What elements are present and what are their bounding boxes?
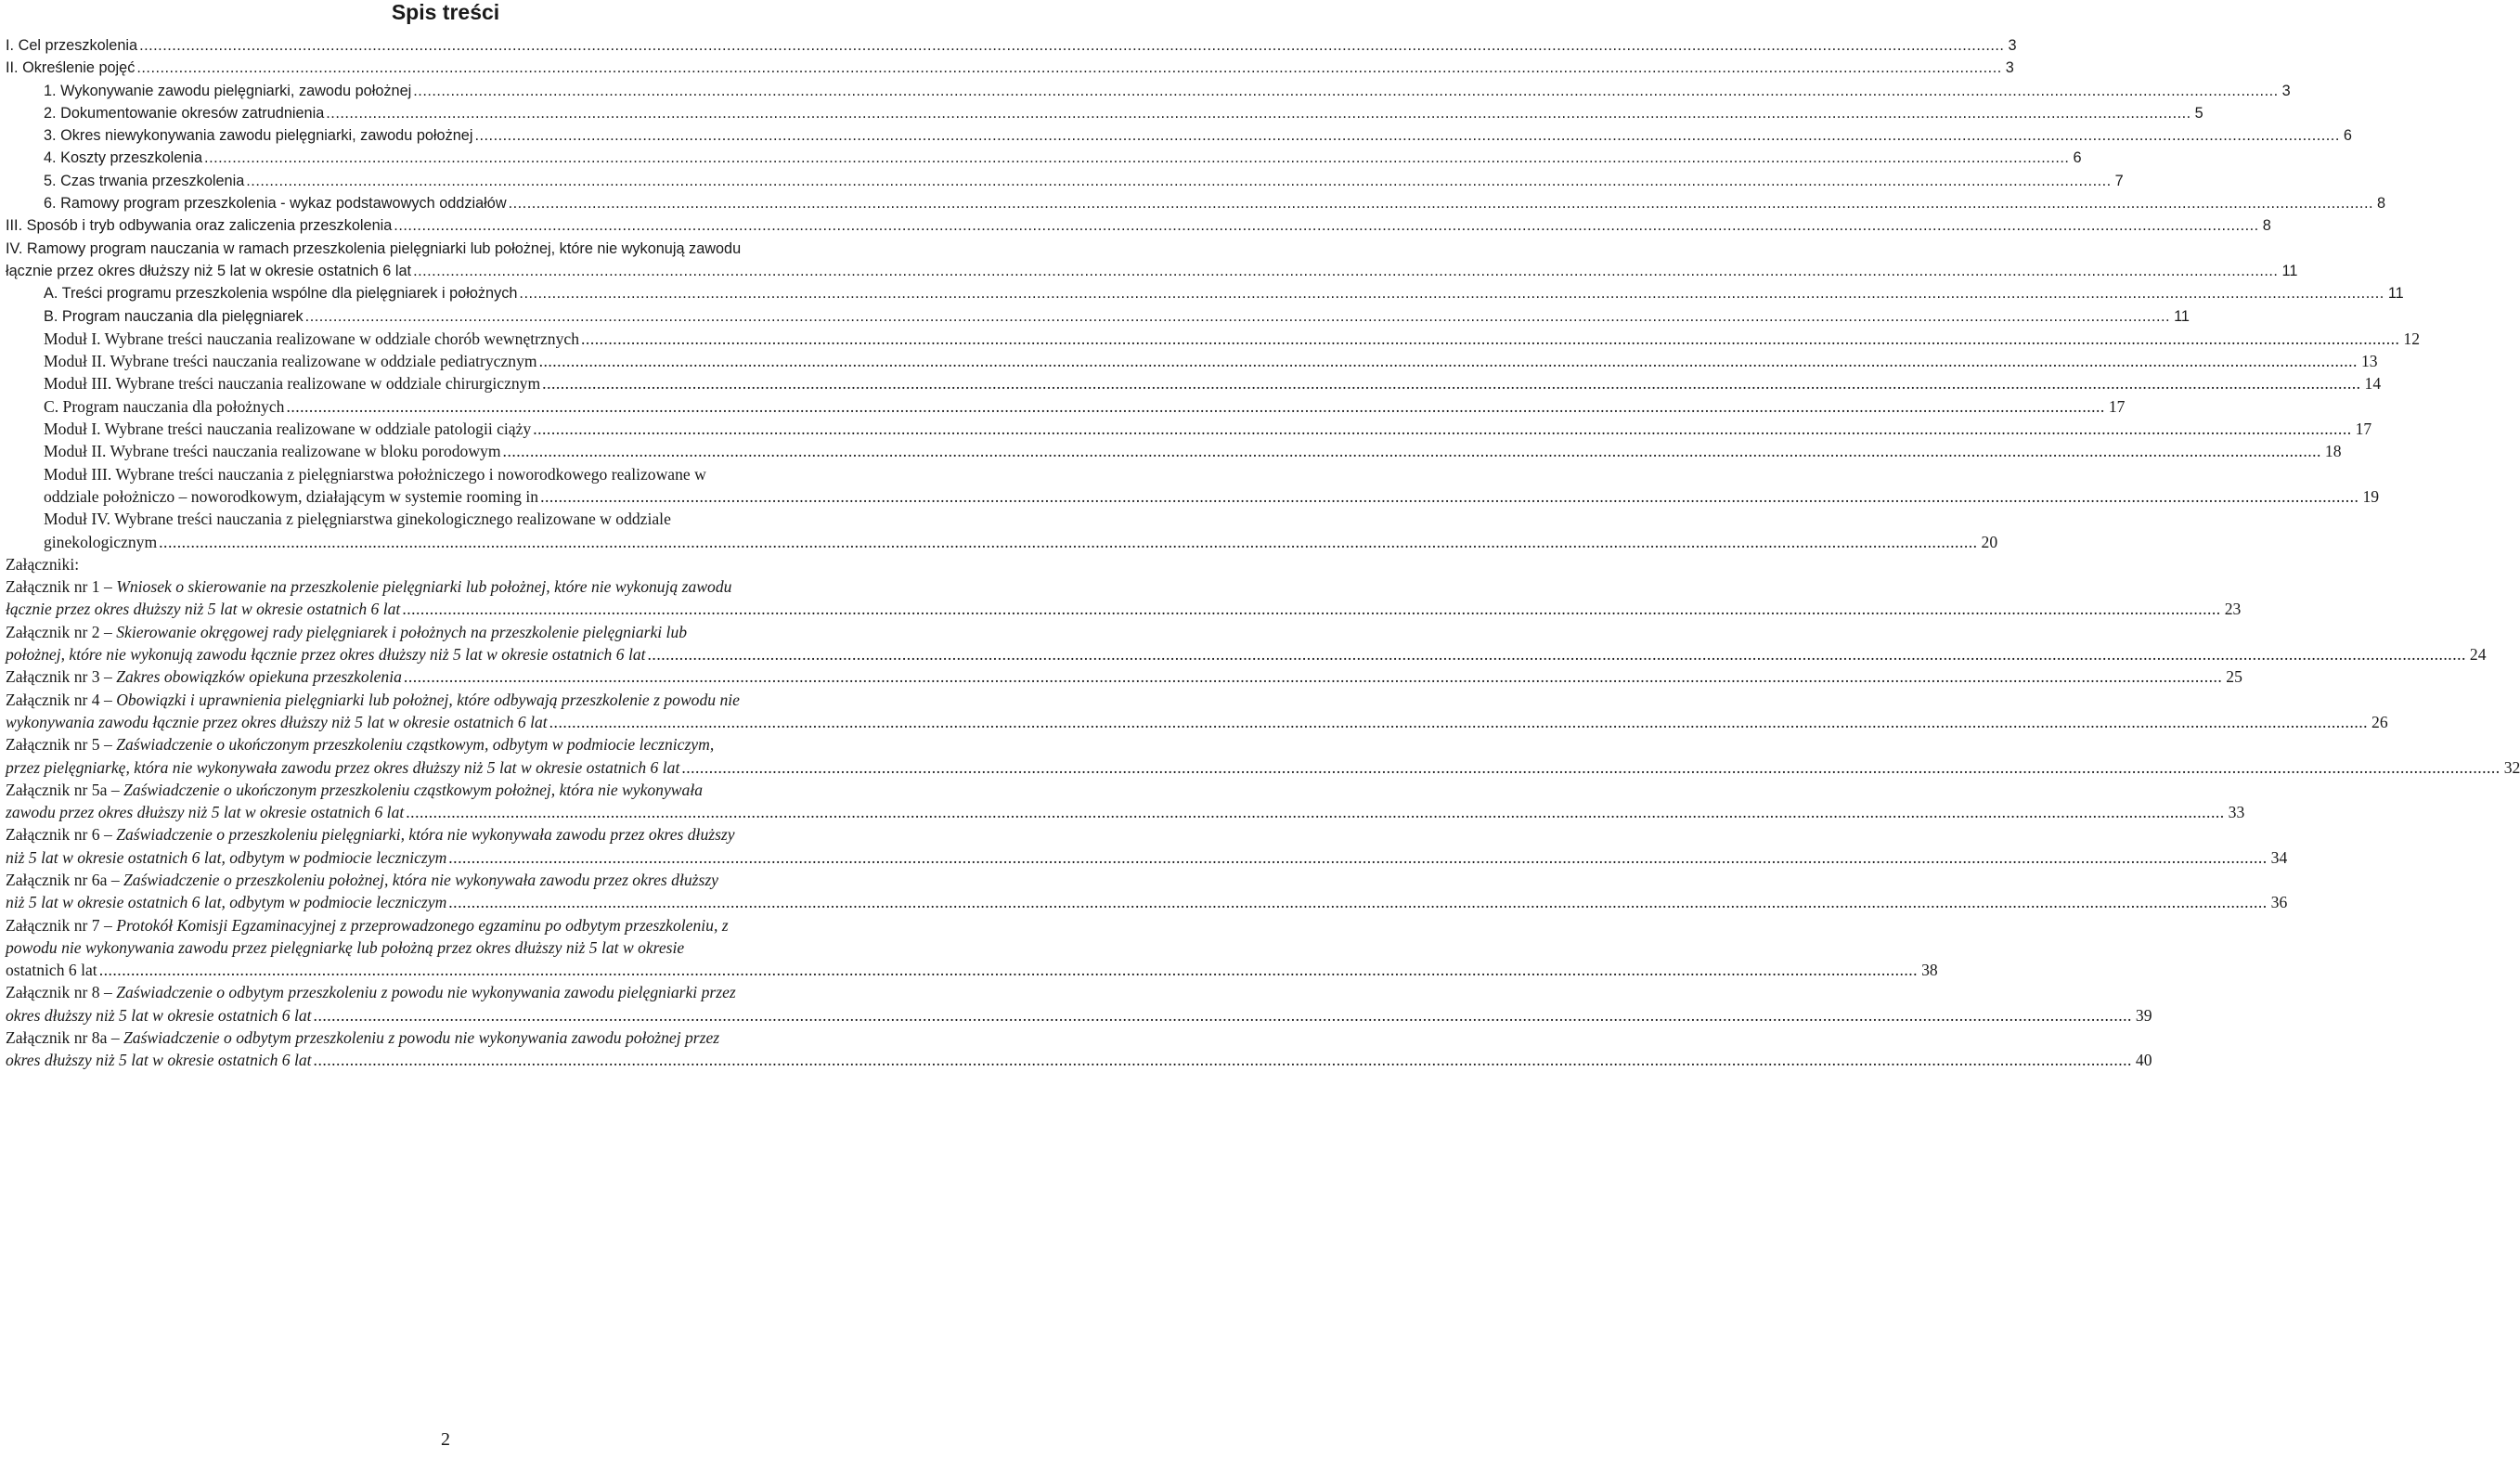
toc-entry-line xyxy=(6,823,889,846)
toc-entry-text: Moduł I. Wybrane treści nauczania realizowane w oddziale chorób wewnętrznych xyxy=(44,329,580,348)
toc-page-number: 24 xyxy=(2469,645,2487,665)
toc-entry[interactable] xyxy=(6,575,2242,621)
toc-entry-line xyxy=(6,621,889,643)
dot-leader: ................................................................................................................................................................................................................................................................................................................................................................................................................ xyxy=(98,961,1919,980)
toc-entry-text: Moduł I. Wybrane treści nauczania realizowane w oddziale patologii ciąży xyxy=(44,420,532,439)
toc-page-number: 18 xyxy=(2324,442,2342,461)
toc-entry[interactable] xyxy=(6,981,2152,1026)
toc-entry-text: – Zaświadczenie o przeszkoleniu pielęgniarki, która nie wykonywała zawodu przez okres dłuższy xyxy=(104,825,735,845)
toc-page-number: 38 xyxy=(1921,961,1938,980)
toc-entry[interactable] xyxy=(6,1026,2152,1072)
toc-entry-label: Załącznik nr 4 xyxy=(6,690,105,709)
toc-entry[interactable] xyxy=(6,733,2520,779)
toc-entry-text: Moduł III. Wybrane treści nauczania z pielęgniarstwa położniczego i noworodkowego realizowane w xyxy=(44,464,706,484)
toc-entry[interactable] xyxy=(6,124,2352,147)
toc-entry[interactable] xyxy=(6,553,889,575)
toc-entry-line xyxy=(6,1049,2152,1071)
toc-entry-text: III. Sposób i tryb odbywania oraz zaliczenia przeszkolenia xyxy=(6,217,393,235)
toc-entry-line xyxy=(6,643,2487,665)
dot-leader: ................................................................................................................................................................................................................................................................................................................................................................................................................ xyxy=(647,645,2466,665)
toc-entry-text: – Skierowanie okręgowej rady pielęgniarek i położnych na przeszkolenie pielęgniarki lub xyxy=(104,622,688,641)
toc-entry-line xyxy=(44,80,2291,102)
toc-entry-label: Załącznik nr 3 xyxy=(6,667,105,687)
toc-entry[interactable] xyxy=(6,621,2487,666)
toc-entry-label: Załącznik nr 7 xyxy=(6,915,105,935)
toc-entry-line xyxy=(44,463,889,485)
toc-entry[interactable] xyxy=(6,395,2126,418)
toc-entry-text: – Zaświadczenie o ukończonym przeszkoleniu cząstkowym, odbytym w podmiocie leczniczym, xyxy=(104,735,715,755)
toc-page-number: 26 xyxy=(2371,712,2388,731)
toc-entry-text: – Wniosek o skierowanie na przeszkolenie pielęgniarki lub położnej, które nie wykonują zawodu xyxy=(104,577,732,597)
dot-leader: ................................................................................................................................................................................................................................................................................................................................................................................................................ xyxy=(326,104,2191,122)
toc-entry-label: Załącznik nr 1 xyxy=(6,577,105,597)
toc-entry-line xyxy=(44,350,2378,372)
toc-entry-line xyxy=(6,869,889,891)
toc-entry-label: Załącznik nr 8a xyxy=(6,1028,111,1048)
toc-entry[interactable] xyxy=(6,282,2404,304)
toc-entry-line xyxy=(6,665,2242,688)
toc-page-number: 5 xyxy=(2194,104,2203,122)
toc-entry-text: 5. Czas trwania przeszkolenia xyxy=(44,172,245,189)
toc-page-number: 20 xyxy=(1981,532,1998,551)
toc-entry-label: Załącznik nr 6a xyxy=(6,870,111,889)
toc-entry-line xyxy=(44,102,2203,124)
toc-entry-line xyxy=(44,418,2372,440)
toc-entry-line xyxy=(6,981,889,1003)
toc-page-number: 7 xyxy=(2114,172,2124,189)
toc-entry-label: Załącznik nr 8 xyxy=(6,983,105,1002)
dot-leader: ................................................................................................................................................................................................................................................................................................................................................................................................................ xyxy=(313,1051,2132,1070)
toc-entry-line xyxy=(6,34,2017,57)
toc-page-number: 12 xyxy=(2403,329,2420,348)
toc-page-number: 3 xyxy=(2005,59,2014,77)
toc-page-number: 13 xyxy=(2360,352,2378,371)
toc-entry-line xyxy=(44,282,2404,304)
toc-entry-line xyxy=(6,260,2298,282)
toc-page-number: 8 xyxy=(2377,195,2386,213)
toc-entry-text: Załączniki: xyxy=(6,554,80,574)
toc-page-number: 11 xyxy=(2387,285,2404,303)
toc-entry[interactable] xyxy=(6,914,1938,982)
dot-leader: ................................................................................................................................................................................................................................................................................................................................................................................................................ xyxy=(581,329,2400,348)
toc-page-number: 17 xyxy=(2108,396,2126,416)
dot-leader: ................................................................................................................................................................................................................................................................................................................................................................................................................ xyxy=(540,486,2359,506)
toc-entry-text: niż 5 lat w okresie ostatnich 6 lat, odbytym w podmiocie leczniczym xyxy=(6,847,447,867)
toc-entry-line xyxy=(6,756,2520,779)
dot-leader: ................................................................................................................................................................................................................................................................................................................................................................................................................ xyxy=(413,82,2279,99)
toc-entry-line xyxy=(6,598,2242,620)
dot-leader: ................................................................................................................................................................................................................................................................................................................................................................................................................ xyxy=(286,396,2105,416)
toc-page-number: 14 xyxy=(2364,374,2382,394)
toc-entry-text: A. Treści programu przeszkolenia wspólne dla pielęgniarek i położnych xyxy=(44,285,518,303)
dot-leader: ................................................................................................................................................................................................................................................................................................................................................................................................................ xyxy=(519,285,2384,303)
toc-entry-line xyxy=(6,891,2288,913)
dot-leader: ................................................................................................................................................................................................................................................................................................................................................................................................................ xyxy=(403,667,2223,687)
toc-entry-label: Załącznik nr 6 xyxy=(6,825,105,845)
toc-entry-text: Moduł IV. Wybrane treści nauczania z pielęgniarstwa ginekologicznego realizowane w oddziale xyxy=(44,510,671,529)
toc-entry-text: zawodu przez okres dłuższy niż 5 lat w okresie ostatnich 6 lat xyxy=(6,803,405,822)
toc-entry-line xyxy=(44,372,2382,394)
toc-entry-line xyxy=(6,914,889,936)
toc-entry-text: Moduł III. Wybrane treści nauczania realizowane w oddziale chirurgicznym xyxy=(44,374,541,394)
dot-leader: ................................................................................................................................................................................................................................................................................................................................................................................................................ xyxy=(549,712,2369,731)
toc-entry-line xyxy=(6,238,889,260)
toc-entry-line xyxy=(6,959,1938,981)
toc-entry-text: – Zaświadczenie o odbytym przeszkoleniu z powodu nie wykonywania zawodu położnej przez xyxy=(110,1028,720,1048)
toc-entry-line xyxy=(6,846,2288,869)
toc-entry[interactable] xyxy=(6,779,2245,824)
toc-entry-text: – Zaświadczenie o przeszkoleniu położnej, która nie wykonywała zawodu przez okres dłuższy xyxy=(110,870,718,889)
toc-entry-text: Moduł II. Wybrane treści nauczania realizowane w bloku porodowym xyxy=(44,442,501,461)
toc-entry-line xyxy=(44,328,2420,350)
toc-page-number: 17 xyxy=(2355,420,2372,439)
toc-entry-line xyxy=(44,170,2124,192)
toc-entry[interactable] xyxy=(6,34,2017,57)
toc-entry-text: C. Program nauczania dla położnych xyxy=(44,396,285,416)
toc-page-number: 6 xyxy=(2343,127,2352,145)
toc-entry[interactable] xyxy=(6,328,2420,350)
toc-entry-text: 3. Okres niewykonywania zawodu pielęgniarki, zawodu położnej xyxy=(44,127,473,145)
toc-page-number: 3 xyxy=(2281,82,2291,99)
dot-leader: ................................................................................................................................................................................................................................................................................................................................................................................................................ xyxy=(681,757,2501,777)
toc-entry-text: położnej, które nie wykonują zawodu łącznie przez okres dłuższy niż 5 lat w okresie ostatnich 6 lat xyxy=(6,645,646,665)
toc-entry-line xyxy=(6,575,889,598)
toc-entry-text: 4. Koszty przeszkolenia xyxy=(44,149,203,167)
toc-entry-line xyxy=(44,147,2082,169)
toc-entry[interactable] xyxy=(6,823,2288,869)
toc-entry-text: wykonywania zawodu łącznie przez okres dłuższy niż 5 lat w okresie ostatnich 6 lat xyxy=(6,712,548,731)
toc-entry-line xyxy=(6,57,2014,79)
toc-entry-text: oddziale położniczo – noworodkowym, działającym w systemie rooming in xyxy=(44,486,539,506)
toc-entry[interactable] xyxy=(6,665,2242,688)
toc-entry-text: – Zaświadczenie o odbytym przeszkoleniu z powodu nie wykonywania zawodu pielęgniarki przez xyxy=(104,983,736,1002)
toc-entry-line xyxy=(6,779,889,801)
toc-entry-text: 2. Dokumentowanie okresów zatrudnienia xyxy=(44,104,325,122)
toc-entry-text: B. Program nauczania dla pielęgniarek xyxy=(44,307,304,325)
toc-entry-line xyxy=(6,553,889,575)
toc-entry[interactable] xyxy=(6,170,2124,192)
toc-entry-text: okres dłuższy niż 5 lat w okresie ostatnich 6 lat xyxy=(6,1051,312,1070)
toc-page-number: 6 xyxy=(2073,149,2082,167)
toc-page-number: 19 xyxy=(2362,486,2380,506)
toc-entry-text: I. Cel przeszkolenia xyxy=(6,37,138,54)
toc-entry-text: ginekologicznym xyxy=(44,532,158,551)
toc-entry-text: przez pielęgniarkę, która nie wykonywała zawodu przez okres dłuższy niż 5 lat w okresie ostatnich 6 lat xyxy=(6,757,680,777)
dot-leader: ................................................................................................................................................................................................................................................................................................................................................................................................................ xyxy=(313,1005,2132,1025)
toc-entry-line xyxy=(6,733,889,755)
dot-leader: ................................................................................................................................................................................................................................................................................................................................................................................................................ xyxy=(406,803,2225,822)
toc-entry-line xyxy=(6,801,2245,823)
toc-page-number: 11 xyxy=(2174,307,2190,325)
toc-entry-text: ostatnich 6 lat xyxy=(6,961,97,980)
dot-leader: ................................................................................................................................................................................................................................................................................................................................................................................................................ xyxy=(159,532,1978,551)
toc-entry[interactable] xyxy=(6,463,2380,509)
dot-leader: ................................................................................................................................................................................................................................................................................................................................................................................................................ xyxy=(204,149,2070,167)
toc-entry[interactable] xyxy=(6,372,2382,394)
dot-leader: ................................................................................................................................................................................................................................................................................................................................................................................................................ xyxy=(304,307,2171,325)
toc-entry-line xyxy=(6,214,2271,237)
toc-entry[interactable] xyxy=(6,689,2388,734)
toc-page-number: 32 xyxy=(2503,757,2520,777)
toc-entry-text: łącznie przez okres dłuższy niż 5 lat w okresie ostatnich 6 lat xyxy=(6,262,412,279)
dot-leader: ................................................................................................................................................................................................................................................................................................................................................................................................................ xyxy=(448,893,2268,912)
toc-entry-text: IV. Ramowy program nauczania w ramach przeszkolenia pielęgniarki lub położnej, które nie wykonują zawodu xyxy=(6,239,742,257)
toc-entry[interactable] xyxy=(6,192,2386,214)
toc-page-number: 36 xyxy=(2270,893,2288,912)
toc-page-number: 39 xyxy=(2135,1005,2152,1025)
toc-entry-line xyxy=(6,936,889,959)
toc-page-number: 25 xyxy=(2226,667,2242,687)
dot-leader: ................................................................................................................................................................................................................................................................................................................................................................................................................ xyxy=(474,127,2340,145)
toc-entry-label: Załącznik nr 5 xyxy=(6,735,105,755)
toc-entry-text: – Protokół Komisji Egzaminacyjnej z przeprowadzonego egzaminu po odbytym przeszkoleniu, z xyxy=(104,915,729,935)
dot-leader: ................................................................................................................................................................................................................................................................................................................................................................................................................ xyxy=(136,59,2002,77)
dot-leader: ................................................................................................................................................................................................................................................................................................................................................................................................................ xyxy=(508,195,2373,213)
toc-entry-label: Załącznik nr 2 xyxy=(6,622,105,641)
toc-page-number: 11 xyxy=(2281,262,2298,279)
toc-entry-line xyxy=(44,124,2352,147)
toc-entry-line xyxy=(44,485,2380,508)
dot-leader: ................................................................................................................................................................................................................................................................................................................................................................................................................ xyxy=(394,217,2259,235)
toc-entry[interactable] xyxy=(6,418,2372,440)
dot-leader: ................................................................................................................................................................................................................................................................................................................................................................................................................ xyxy=(413,262,2279,279)
toc-entry-text: II. Określenie pojęć xyxy=(6,59,136,77)
toc-entry-text: okres dłuższy niż 5 lat w okresie ostatnich 6 lat xyxy=(6,1005,312,1025)
toc-entry[interactable] xyxy=(6,305,2190,328)
toc-entry-line xyxy=(44,531,1998,553)
toc-entry-text: – Zaświadczenie o ukończonym przeszkoleniu cząstkowym położnej, która nie wykonywała xyxy=(110,780,704,799)
toc-entry[interactable] xyxy=(6,57,2014,79)
toc-entry-line xyxy=(6,1004,2152,1026)
toc-entry-text: powodu nie wykonywania zawodu przez pielęgniarkę lub położną przez okres dłuższy niż 5 lat w okresie xyxy=(6,937,685,957)
toc-page-number: 34 xyxy=(2270,847,2288,867)
toc-entry-label: Załącznik nr 5a xyxy=(6,780,111,799)
toc-entry-text: Moduł II. Wybrane treści nauczania realizowane w oddziale pediatrycznym xyxy=(44,352,537,371)
toc-entry-line xyxy=(44,305,2190,328)
dot-leader: ................................................................................................................................................................................................................................................................................................................................................................................................................ xyxy=(542,374,2361,394)
toc-entry[interactable] xyxy=(6,214,2271,237)
toc-title: Spis treści xyxy=(391,0,500,24)
toc-page-number: 23 xyxy=(2224,600,2242,619)
toc-entry[interactable] xyxy=(6,508,1998,553)
toc-entry-text: niż 5 lat w okresie ostatnich 6 lat, odbytym w podmiocie leczniczym xyxy=(6,893,447,912)
toc-entry-text: 1. Wykonywanie zawodu pielęgniarki, zawodu położnej xyxy=(44,82,412,99)
toc-page-number: 33 xyxy=(2228,803,2245,822)
toc-entry[interactable] xyxy=(6,350,2378,372)
toc-entry-line xyxy=(44,192,2386,214)
toc-entry-text: – Zakres obowiązków opiekuna przeszkolenia xyxy=(104,667,402,687)
toc-entry-text: łącznie przez okres dłuższy niż 5 lat w okresie ostatnich 6 lat xyxy=(6,600,401,619)
toc-entry[interactable] xyxy=(6,147,2082,169)
toc-entry-text: 6. Ramowy program przeszkolenia - wykaz podstawowych oddziałów xyxy=(44,195,507,213)
dot-leader: ................................................................................................................................................................................................................................................................................................................................................................................................................ xyxy=(448,847,2268,867)
toc-entry-text: – Obowiązki i uprawnienia pielęgniarki lub położnej, które odbywają przeszkolenie z powodu nie xyxy=(104,690,740,709)
toc-entry[interactable] xyxy=(6,440,2342,462)
toc-entry[interactable] xyxy=(6,80,2291,102)
toc-entry-line xyxy=(44,508,889,530)
page-number: 2 xyxy=(441,1429,450,1450)
toc-entry-line xyxy=(6,711,2388,733)
toc-entry[interactable] xyxy=(6,869,2288,914)
dot-leader: ................................................................................................................................................................................................................................................................................................................................................................................................................ xyxy=(533,420,2352,439)
toc-page-number: 40 xyxy=(2135,1051,2152,1070)
table-of-contents xyxy=(6,34,2520,1072)
dot-leader: ................................................................................................................................................................................................................................................................................................................................................................................................................ xyxy=(502,442,2321,461)
toc-entry[interactable] xyxy=(6,238,2298,283)
toc-entry-line xyxy=(6,1026,889,1049)
toc-page-number: 8 xyxy=(2262,217,2271,235)
toc-page-number: 3 xyxy=(2008,37,2017,54)
toc-entry-line xyxy=(44,395,2126,418)
toc-entry-line xyxy=(6,689,889,711)
dot-leader: ................................................................................................................................................................................................................................................................................................................................................................................................................ xyxy=(246,172,2112,189)
dot-leader: ................................................................................................................................................................................................................................................................................................................................................................................................................ xyxy=(538,352,2358,371)
toc-entry-line xyxy=(44,440,2342,462)
dot-leader: ................................................................................................................................................................................................................................................................................................................................................................................................................ xyxy=(402,600,2221,619)
toc-entry[interactable] xyxy=(6,102,2203,124)
dot-leader: ................................................................................................................................................................................................................................................................................................................................................................................................................ xyxy=(139,37,2005,54)
